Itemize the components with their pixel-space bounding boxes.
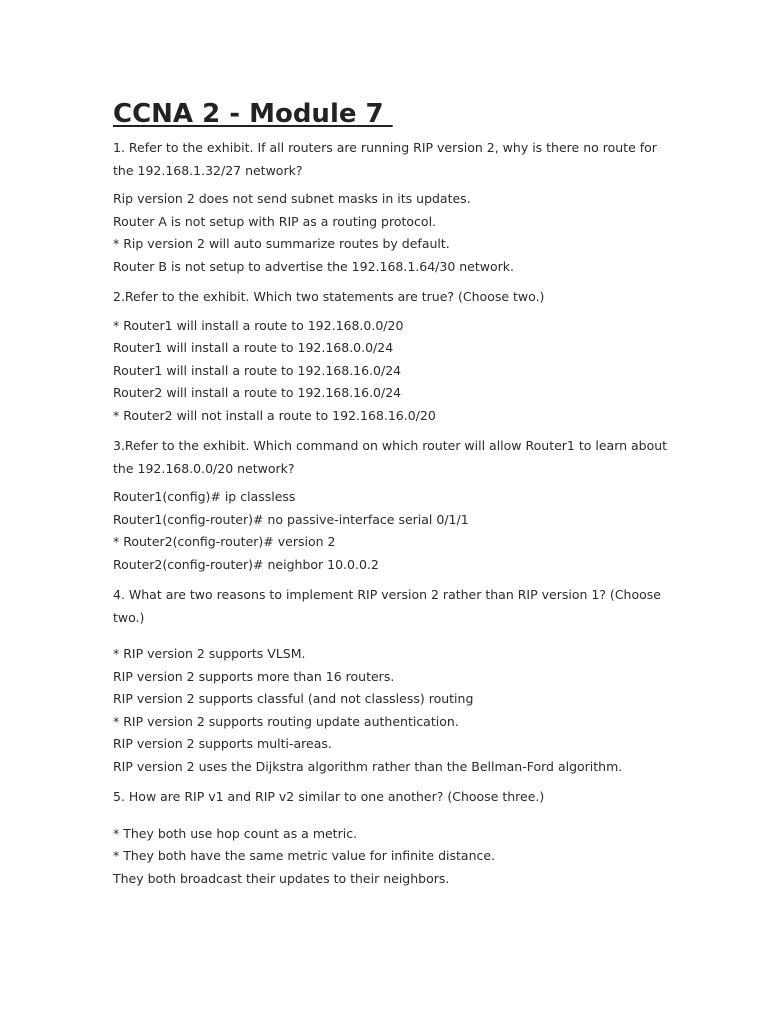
answer-item: Router1(config)# ip classless [113, 489, 296, 504]
answer-item: * They both have the same metric value for infinite distance. [113, 848, 496, 863]
answer-item: Router2 will install a route to 192.168.16.0/24 [113, 385, 402, 400]
question-4: 4. What are two reasons to implement RIP version 2 rather than RIP version 1? (Choose two.) [113, 587, 661, 625]
answer-list-5 [113, 823, 673, 891]
question-1: 1. Refer to the exhibit. If all routers are running RIP version 2, why is there no route for the 192.168.1.32/27 network? [113, 140, 657, 178]
answer-item: * Rip version 2 will auto summarize routes by default. [113, 236, 450, 251]
answer-item: Router1 will install a route to 192.168.16.0/24 [113, 362, 402, 378]
answer-item: RIP version 2 uses the Dijkstra algorithm rather than the Bellman-Ford algorithm. [113, 758, 623, 774]
answer-item: * Router2(config-router)# version 2 [113, 534, 336, 549]
question-2: 2.Refer to the exhibit. Which two statements are true? (Choose two.) [113, 289, 545, 304]
answer-item: * Router1 will install a route to 192.168.0.0/20 [113, 317, 404, 333]
answer-item: RIP version 2 supports more than 16 routers. [113, 668, 395, 684]
answer-item: * RIP version 2 supports routing update authentication. [113, 713, 459, 729]
answer-list-3 [113, 486, 673, 576]
answer-item: Router B is not setup to advertise the 192.168.1.64/30 network. [113, 258, 514, 274]
answer-list-2 [113, 315, 673, 428]
answer-list-4 [113, 643, 673, 778]
answer-item: They both broadcast their updates to their neighbors. [113, 870, 450, 886]
page-title: CCNA 2 - Module 7 [113, 99, 393, 129]
answer-list-1 [113, 188, 673, 278]
answer-item: * Router2 will not install a route to 192.168.16.0/20 [113, 407, 436, 423]
answer-item: Router1 will install a route to 192.168.0.0/24 [113, 340, 394, 355]
document-page [113, 96, 673, 890]
answer-item: RIP version 2 supports classful (and not classless) routing [113, 691, 474, 706]
question-3: 3.Refer to the exhibit. Which command on which router will allow Router1 to learn about the 192.168.0.0/20 network? [113, 438, 668, 476]
answer-item: * RIP version 2 supports VLSM. [113, 646, 306, 661]
answer-item: Router A is not setup with RIP as a routing protocol. [113, 213, 437, 229]
answer-item: Rip version 2 does not send subnet masks in its updates. [113, 191, 471, 206]
answer-item: RIP version 2 supports multi-areas. [113, 736, 332, 751]
question-5: 5. How are RIP v1 and RIP v2 similar to one another? (Choose three.) [113, 789, 545, 804]
answer-item: * They both use hop count as a metric. [113, 825, 358, 841]
answer-item: Router2(config-router)# neighbor 10.0.0.2 [113, 556, 379, 572]
answer-item: Router1(config-router)# no passive-interface serial 0/1/1 [113, 511, 469, 527]
